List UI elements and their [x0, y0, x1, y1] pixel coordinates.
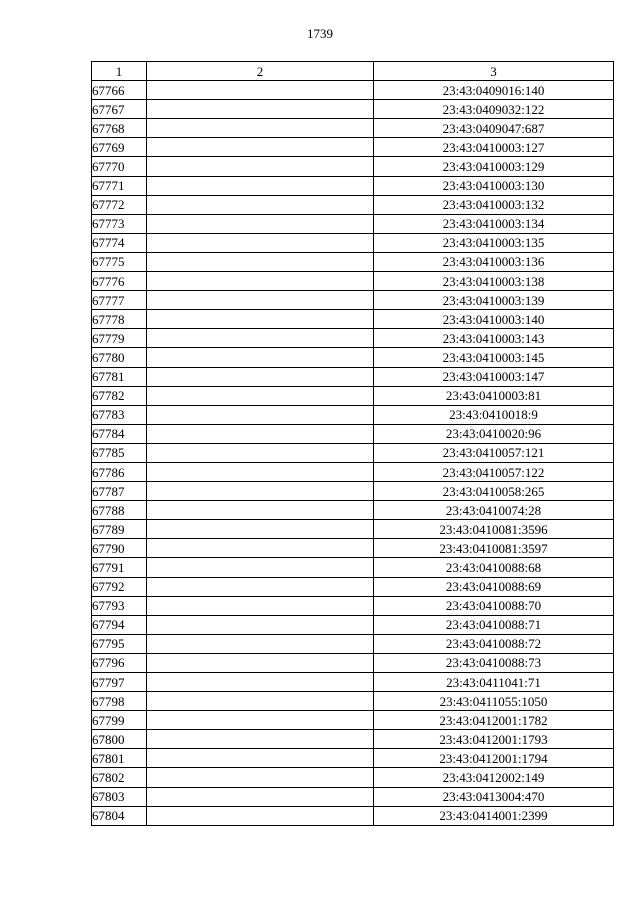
row-blank-cell: [147, 711, 374, 730]
cadastral-number-cell: 23:43:0410003:145: [374, 348, 614, 367]
cadastral-number-cell: 23:43:0410081:3597: [374, 539, 614, 558]
cadastral-number-cell: 23:43:0410088:68: [374, 558, 614, 577]
table-row: [92, 233, 614, 252]
row-blank-cell: [147, 291, 374, 310]
table-row: [92, 577, 614, 596]
column-header-3: 3: [374, 62, 614, 81]
cadastral-number-cell: 23:43:0410003:147: [374, 367, 614, 386]
cadastral-number-cell: 23:43:0410003:140: [374, 310, 614, 329]
row-blank-cell: [147, 692, 374, 711]
table-row: [92, 119, 614, 138]
row-number-cell: 67803: [92, 787, 147, 806]
table-row: [92, 806, 614, 825]
row-blank-cell: [147, 443, 374, 462]
row-blank-cell: [147, 157, 374, 176]
table-row: [92, 558, 614, 577]
row-number-cell: 67801: [92, 749, 147, 768]
row-blank-cell: [147, 596, 374, 615]
row-blank-cell: [147, 81, 374, 100]
row-blank-cell: [147, 653, 374, 672]
row-number-cell: 67770: [92, 157, 147, 176]
table-row: [92, 711, 614, 730]
cadastral-number-cell: 23:43:0410003:135: [374, 233, 614, 252]
row-blank-cell: [147, 310, 374, 329]
table-row: [92, 615, 614, 634]
row-number-cell: 67776: [92, 272, 147, 291]
cadastral-number-cell: 23:43:0410003:134: [374, 214, 614, 233]
row-number-cell: 67777: [92, 291, 147, 310]
row-number-cell: 67804: [92, 806, 147, 825]
table-row: [92, 405, 614, 424]
cadastral-number-cell: 23:43:0413004:470: [374, 787, 614, 806]
row-number-cell: 67795: [92, 634, 147, 653]
row-blank-cell: [147, 768, 374, 787]
table-row: [92, 673, 614, 692]
table-row: [92, 653, 614, 672]
cadastral-number-cell: 23:43:0410003:138: [374, 272, 614, 291]
row-blank-cell: [147, 233, 374, 252]
column-header-1: 1: [92, 62, 147, 81]
cadastral-number-cell: 23:43:0410088:73: [374, 653, 614, 672]
cadastral-number-cell: 23:43:0410020:96: [374, 424, 614, 443]
row-number-cell: 67798: [92, 692, 147, 711]
row-blank-cell: [147, 634, 374, 653]
row-number-cell: 67766: [92, 81, 147, 100]
table-row: [92, 176, 614, 195]
row-blank-cell: [147, 806, 374, 825]
row-blank-cell: [147, 577, 374, 596]
row-blank-cell: [147, 462, 374, 481]
row-number-cell: 67768: [92, 119, 147, 138]
row-blank-cell: [147, 501, 374, 520]
row-blank-cell: [147, 424, 374, 443]
row-number-cell: 67802: [92, 768, 147, 787]
table-row: [92, 81, 614, 100]
row-blank-cell: [147, 138, 374, 157]
row-number-cell: 67791: [92, 558, 147, 577]
column-header-2: 2: [147, 62, 374, 81]
row-number-cell: 67799: [92, 711, 147, 730]
cadastral-number-cell: 23:43:0409016:140: [374, 81, 614, 100]
table-row: [92, 252, 614, 271]
cadastral-number-cell: 23:43:0411055:1050: [374, 692, 614, 711]
table-row: [92, 539, 614, 558]
row-number-cell: 67782: [92, 386, 147, 405]
table-row: [92, 749, 614, 768]
row-blank-cell: [147, 615, 374, 634]
row-blank-cell: [147, 787, 374, 806]
row-number-cell: 67786: [92, 462, 147, 481]
row-blank-cell: [147, 195, 374, 214]
row-number-cell: 67796: [92, 653, 147, 672]
registry-table: [91, 61, 614, 826]
row-number-cell: 67792: [92, 577, 147, 596]
cadastral-number-cell: 23:43:0411041:71: [374, 673, 614, 692]
row-blank-cell: [147, 405, 374, 424]
row-number-cell: 67787: [92, 482, 147, 501]
row-number-cell: 67800: [92, 730, 147, 749]
row-blank-cell: [147, 367, 374, 386]
row-blank-cell: [147, 749, 374, 768]
table-row: [92, 100, 614, 119]
row-number-cell: 67779: [92, 329, 147, 348]
table-row: [92, 348, 614, 367]
cadastral-number-cell: 23:43:0412001:1793: [374, 730, 614, 749]
row-number-cell: 67769: [92, 138, 147, 157]
table-body: [92, 81, 614, 826]
row-number-cell: 67778: [92, 310, 147, 329]
cadastral-number-cell: 23:43:0410003:130: [374, 176, 614, 195]
table-row: [92, 195, 614, 214]
cadastral-number-cell: 23:43:0410058:265: [374, 482, 614, 501]
row-blank-cell: [147, 348, 374, 367]
cadastral-number-cell: 23:43:0412001:1794: [374, 749, 614, 768]
table-row: [92, 367, 614, 386]
header-row: [92, 62, 614, 81]
cadastral-number-cell: 23:43:0410003:136: [374, 252, 614, 271]
table-row: [92, 787, 614, 806]
row-number-cell: 67767: [92, 100, 147, 119]
row-blank-cell: [147, 100, 374, 119]
row-number-cell: 67780: [92, 348, 147, 367]
row-blank-cell: [147, 730, 374, 749]
table-row: [92, 730, 614, 749]
row-number-cell: 67773: [92, 214, 147, 233]
table-row: [92, 520, 614, 539]
row-number-cell: 67790: [92, 539, 147, 558]
row-number-cell: 67784: [92, 424, 147, 443]
cadastral-number-cell: 23:43:0410003:129: [374, 157, 614, 176]
row-blank-cell: [147, 214, 374, 233]
cadastral-number-cell: 23:43:0409047:687: [374, 119, 614, 138]
row-number-cell: 67789: [92, 520, 147, 539]
cadastral-number-cell: 23:43:0410003:132: [374, 195, 614, 214]
row-blank-cell: [147, 673, 374, 692]
row-blank-cell: [147, 520, 374, 539]
cadastral-number-cell: 23:43:0410088:71: [374, 615, 614, 634]
row-number-cell: 67793: [92, 596, 147, 615]
cadastral-number-cell: 23:43:0410081:3596: [374, 520, 614, 539]
row-blank-cell: [147, 558, 374, 577]
table-row: [92, 424, 614, 443]
cadastral-number-cell: 23:43:0412002:149: [374, 768, 614, 787]
cadastral-number-cell: 23:43:0410088:69: [374, 577, 614, 596]
row-blank-cell: [147, 119, 374, 138]
cadastral-number-cell: 23:43:0410057:121: [374, 443, 614, 462]
cadastral-number-cell: 23:43:0414001:2399: [374, 806, 614, 825]
cadastral-number-cell: 23:43:0410088:72: [374, 634, 614, 653]
row-number-cell: 67774: [92, 233, 147, 252]
row-number-cell: 67783: [92, 405, 147, 424]
row-number-cell: 67775: [92, 252, 147, 271]
row-blank-cell: [147, 482, 374, 501]
cadastral-number-cell: 23:43:0410088:70: [374, 596, 614, 615]
table-row: [92, 596, 614, 615]
row-number-cell: 67772: [92, 195, 147, 214]
table-row: [92, 157, 614, 176]
row-number-cell: 67794: [92, 615, 147, 634]
cadastral-number-cell: 23:43:0412001:1782: [374, 711, 614, 730]
table-row: [92, 310, 614, 329]
cadastral-number-cell: 23:43:0410003:143: [374, 329, 614, 348]
table-row: [92, 214, 614, 233]
table-row: [92, 443, 614, 462]
cadastral-number-cell: 23:43:0410074:28: [374, 501, 614, 520]
table-row: [92, 462, 614, 481]
table-row: [92, 501, 614, 520]
row-number-cell: 67771: [92, 176, 147, 195]
table-row: [92, 291, 614, 310]
table-row: [92, 692, 614, 711]
row-number-cell: 67788: [92, 501, 147, 520]
cadastral-number-cell: 23:43:0410018:9: [374, 405, 614, 424]
cadastral-number-cell: 23:43:0409032:122: [374, 100, 614, 119]
row-blank-cell: [147, 329, 374, 348]
page-number: 1739: [307, 26, 333, 41]
row-number-cell: 67785: [92, 443, 147, 462]
table-row: [92, 482, 614, 501]
cadastral-number-cell: 23:43:0410003:127: [374, 138, 614, 157]
cadastral-number-cell: 23:43:0410003:139: [374, 291, 614, 310]
table-row: [92, 138, 614, 157]
table-row: [92, 634, 614, 653]
row-blank-cell: [147, 539, 374, 558]
row-blank-cell: [147, 386, 374, 405]
cadastral-number-cell: 23:43:0410057:122: [374, 462, 614, 481]
row-number-cell: 67781: [92, 367, 147, 386]
table-row: [92, 329, 614, 348]
row-blank-cell: [147, 176, 374, 195]
table-header: [92, 62, 614, 81]
row-blank-cell: [147, 272, 374, 291]
table-row: [92, 768, 614, 787]
cadastral-number-cell: 23:43:0410003:81: [374, 386, 614, 405]
table-row: [92, 386, 614, 405]
row-blank-cell: [147, 252, 374, 271]
table-row: [92, 272, 614, 291]
row-number-cell: 67797: [92, 673, 147, 692]
